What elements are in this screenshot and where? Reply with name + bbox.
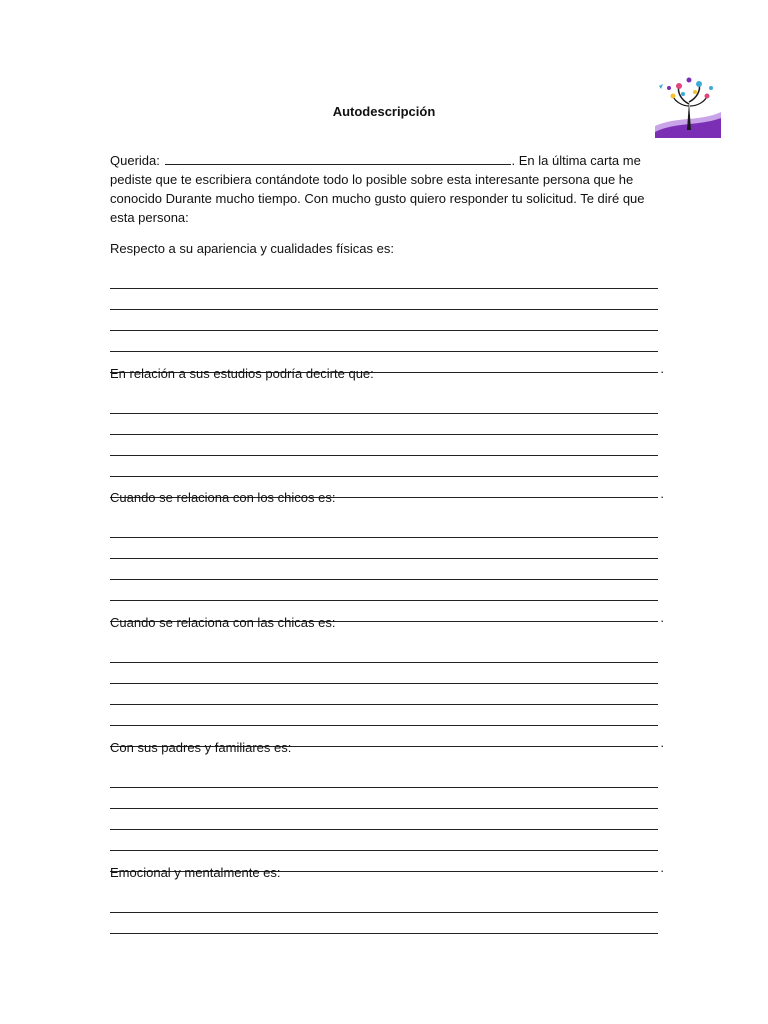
- answer-line[interactable]: [110, 580, 658, 601]
- answer-line[interactable]: [110, 268, 658, 289]
- section-prompt: Cuando se relaciona con las chicas es:: [110, 615, 336, 630]
- answer-line[interactable]: [110, 892, 658, 913]
- section-family: [110, 739, 658, 872]
- section-prompt: Emocional y mentalmente es:: [110, 865, 281, 880]
- answer-line[interactable]: [110, 705, 658, 726]
- answer-line[interactable]: [110, 289, 658, 310]
- section-prompt: Cuando se relaciona con los chicos es:: [110, 490, 336, 505]
- answer-lines: [110, 393, 658, 498]
- section-prompt: Respecto a su apariencia y cualidades físicas es:: [110, 241, 394, 256]
- intro-body-text: . En la última carta me pediste que te escribiera contándote todo lo posible sobre esta interesante persona que he conocido Durante mucho tiempo. Con mucho gusto quiero responder tu solicitud. Te diré que esta persona:: [110, 153, 645, 225]
- answer-line[interactable]: [110, 331, 658, 352]
- salutation-label: Querida:: [110, 153, 160, 168]
- answer-line[interactable]: [110, 310, 658, 331]
- answer-line[interactable]: [110, 559, 658, 580]
- answer-line[interactable]: [110, 788, 658, 809]
- section-studies: [110, 365, 658, 498]
- answer-lines: [110, 767, 658, 872]
- section-girls: [110, 614, 658, 747]
- section-prompt: En relación a sus estudios podría decirte que:: [110, 366, 374, 381]
- answer-line[interactable]: [110, 830, 658, 851]
- answer-lines: [110, 517, 658, 622]
- section-boys: [110, 489, 658, 622]
- answer-lines: [110, 268, 658, 373]
- intro-paragraph: [110, 151, 658, 227]
- answer-line[interactable]: [110, 435, 658, 456]
- section-prompt: Con sus padres y familiares es:: [110, 740, 292, 755]
- answer-line[interactable]: [110, 414, 658, 435]
- answer-line[interactable]: [110, 393, 658, 414]
- answer-line[interactable]: [110, 456, 658, 477]
- section-appearance: [110, 240, 658, 373]
- answer-line[interactable]: [110, 517, 658, 538]
- answer-line[interactable]: [110, 684, 658, 705]
- answer-line[interactable]: [110, 538, 658, 559]
- answer-lines: [110, 892, 658, 934]
- answer-lines: [110, 642, 658, 747]
- answer-line[interactable]: [110, 642, 658, 663]
- answer-line[interactable]: [110, 913, 658, 934]
- answer-line[interactable]: [110, 767, 658, 788]
- section-emotional: [110, 864, 658, 934]
- page-title: Autodescripción: [332, 104, 436, 119]
- recipient-name-blank[interactable]: [165, 151, 511, 165]
- answer-line[interactable]: [110, 809, 658, 830]
- answer-line[interactable]: [110, 663, 658, 684]
